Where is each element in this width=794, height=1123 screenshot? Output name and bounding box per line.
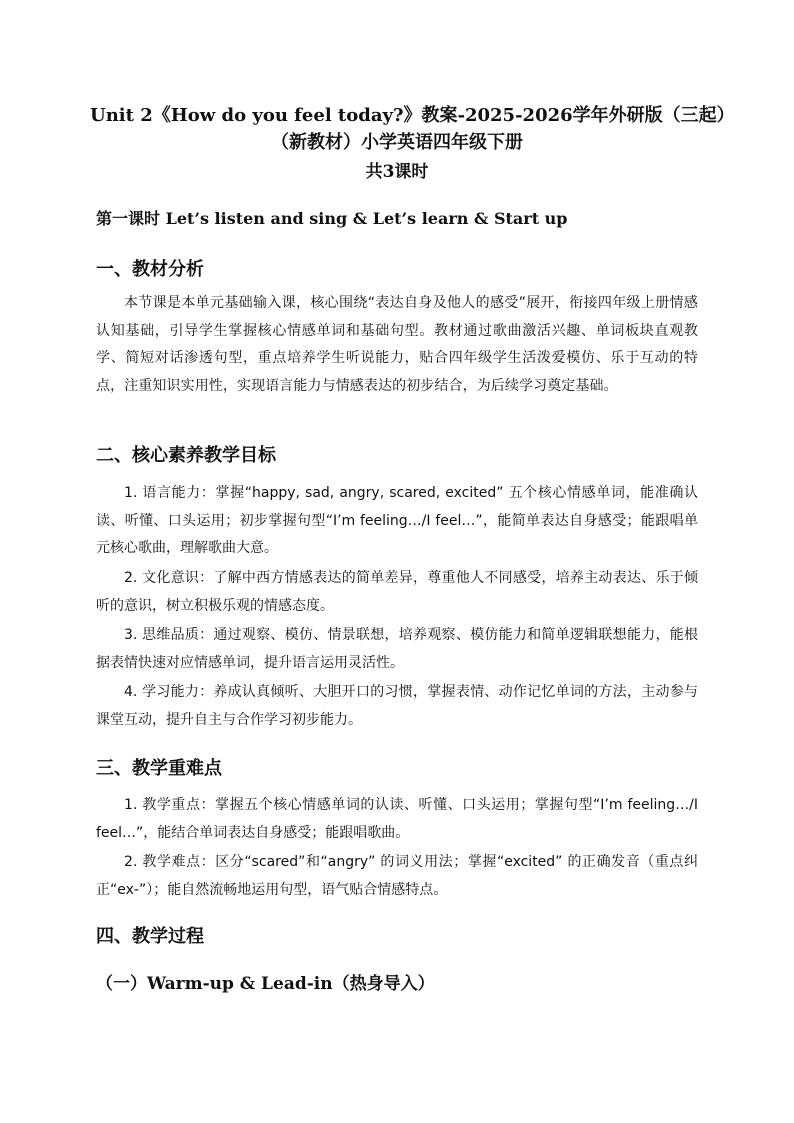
- section-heading-key-points: 三、教学重难点: [96, 758, 222, 779]
- document-subtitle: （新教材）小学英语四年级下册: [271, 132, 523, 153]
- objective-item: 4. 学习能力：养成认真倾听、大胆开口的习惯，掌握表情、动作记忆单词的方法，主动参与课堂互动，提升自主与合作学习初步能力。: [96, 684, 698, 728]
- section-heading-objectives: 二、核心素养教学目标: [96, 445, 276, 466]
- objective-item: 1. 语言能力：掌握“happy, sad, angry, scared, excited” 五个核心情感单词，能准确认读、听懂、口头运用；初步掌握句型“I’m feeling…/I feel…”，能简单表达自身感受；能跟唱单元核心歌曲，理解歌曲大意。: [96, 485, 698, 556]
- key-point-item: 1. 教学重点：掌握五个核心情感单词的认读、听懂、口头运用；掌握句型“I’m feeling…/I feel…”，能结合单词表达自身感受；能跟唱歌曲。: [96, 797, 698, 841]
- key-point-item: 2. 教学难点：区分“scared”和“angry” 的词义用法；掌握“excited” 的正确发音（重点纠正“ex-”）；能自然流畅地运用句型，语气贴合情感特点。: [96, 854, 698, 898]
- subsection-heading-warm-up: （一）Warm-up & Lead-in（热身导入）: [96, 974, 435, 994]
- objective-item: 3. 思维品质：通过观察、模仿、情景联想，培养观察、模仿能力和简单逻辑联想能力，能根据表情快速对应情感单词，提升语言运用灵活性。: [96, 627, 698, 671]
- lesson-count: 共3课时: [365, 162, 429, 182]
- objective-item: 2. 文化意识：了解中西方情感表达的简单差异，尊重他人不同感受，培养主动表达、乐于倾听的意识，树立积极乐观的情感态度。: [96, 570, 698, 614]
- section-heading-teaching-process: 四、教学过程: [96, 926, 204, 947]
- section-heading-textbook-analysis: 一、教材分析: [96, 259, 204, 280]
- document-title: Unit 2《How do you feel today?》教案-2025-2026学年外研版（三起）: [90, 105, 735, 126]
- textbook-analysis-paragraph: 本节课是本单元基础输入课，核心围绕“表达自身及他人的感受”展开，衔接四年级上册情感认知基础，引导学生掌握核心情感单词和基础句型。教材通过歌曲激活兴趣、单词板块直观教学、简短对话渗透句型，重点培养学生听说能力，贴合四年级学生活泼爱模仿、乐于互动的特点，注重知识实用性，实现语言能力与情感表达的初步结合，为后续学习奠定基础。: [96, 295, 698, 394]
- lesson-title: 第一课时 Let’s listen and sing & Let’s learn & Start up: [96, 209, 568, 228]
